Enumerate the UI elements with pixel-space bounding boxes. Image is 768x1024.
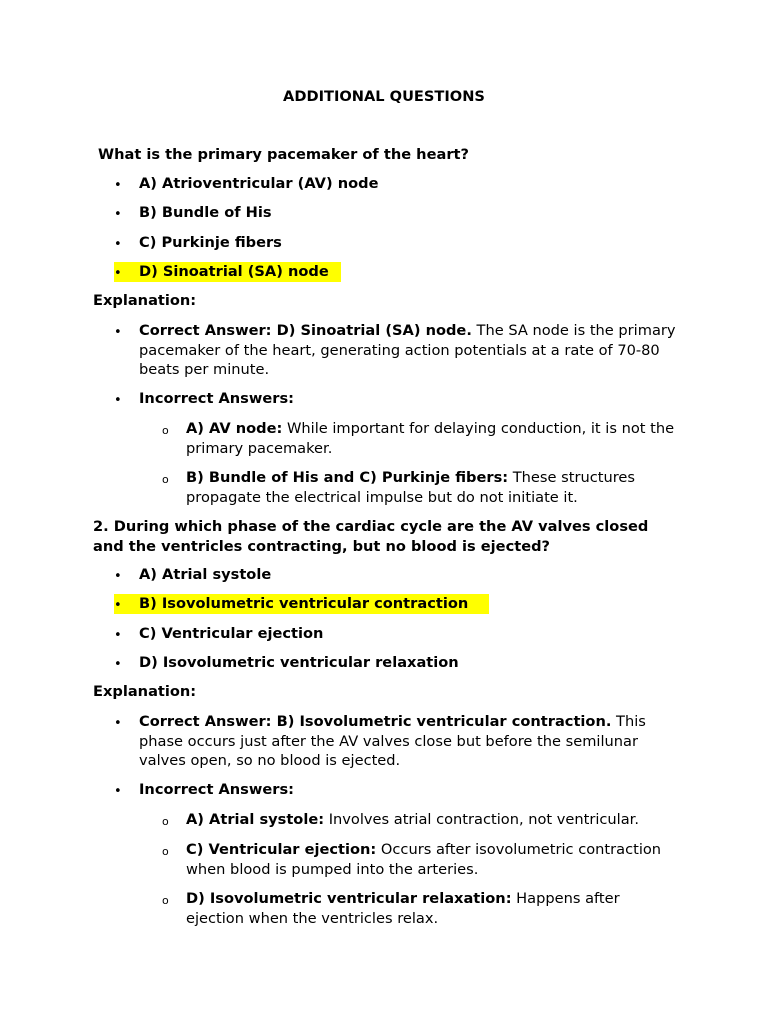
incorrect-label: A) Atrial systole:: [186, 811, 325, 828]
q1-incorrect-bc: [186, 468, 686, 507]
q1-option-d: D) Sinoatrial (SA) node: [139, 263, 329, 280]
sub-bullet: o: [162, 473, 169, 486]
bullet: •: [114, 628, 122, 643]
bullet: •: [114, 207, 122, 222]
incorrect-text: These structures propagate the electrical impulse but do not initiate it.: [186, 469, 635, 506]
bullet: •: [114, 393, 122, 408]
sub-bullet: o: [162, 894, 169, 907]
incorrect-text: While important for delaying conduction, it is not the primary pacemaker.: [186, 420, 675, 457]
sub-bullet: o: [162, 815, 169, 828]
q2-correct-text: This phase occurs just after the AV valves close but before the semilunar valves open, so no blood is ejected.: [139, 713, 646, 769]
incorrect-label: C) Ventricular ejection:: [186, 841, 377, 858]
incorrect-label: D) Isovolumetric ventricular relaxation:: [186, 890, 512, 907]
q1-correct-text: The SA node is the primary pacemaker of the heart, generating action potentials at a rate of 70-80 beats per minute.: [139, 322, 676, 378]
bullet: •: [114, 784, 122, 799]
bullet: •: [114, 716, 122, 731]
q1-incorrect-a: [186, 419, 686, 458]
bullet: •: [114, 569, 122, 584]
incorrect-text: Happens after ejection when the ventricles relax.: [186, 890, 620, 927]
q2-incorrect-label: Incorrect Answers:: [139, 781, 294, 798]
incorrect-text: Involves atrial contraction, not ventricular.: [328, 811, 639, 828]
q1-option-c: C) Purkinje fibers: [139, 234, 282, 251]
q2-option-c: C) Ventricular ejection: [139, 625, 324, 642]
sub-bullet: o: [162, 424, 169, 437]
incorrect-label: A) AV node:: [186, 420, 283, 437]
q2-incorrect-d: [186, 889, 666, 928]
q2-incorrect-a: [186, 810, 639, 830]
q1-option-b: B) Bundle of His: [139, 204, 272, 221]
q2-option-b: B) Isovolumetric ventricular contraction: [139, 595, 469, 612]
q1-incorrect-label: Incorrect Answers:: [139, 390, 294, 407]
bullet: •: [114, 657, 122, 672]
q1-option-a: A) Atrioventricular (AV) node: [139, 175, 379, 192]
question-2: 2. During which phase of the cardiac cycle are the AV valves closed and the ventricles contracting, but no blood is ejected?: [93, 518, 649, 555]
q2-option-d: D) Isovolumetric ventricular relaxation: [139, 654, 459, 671]
q1-correct-label: Correct Answer: D) Sinoatrial (SA) node.: [139, 322, 472, 339]
bullet: •: [114, 266, 122, 281]
incorrect-text: Occurs after isovolumetric contraction when blood is pumped into the arteries.: [186, 841, 662, 878]
page-title: ADDITIONAL QUESTIONS: [283, 88, 485, 105]
q2-correct-answer: [139, 712, 659, 771]
q1-correct-answer: [139, 321, 684, 380]
bullet: •: [114, 237, 122, 252]
question-1: What is the primary pacemaker of the heart?: [98, 146, 469, 163]
bullet: •: [114, 325, 122, 340]
incorrect-label: B) Bundle of His and C) Purkinje fibers:: [186, 469, 509, 486]
q2-correct-label: Correct Answer: B) Isovolumetric ventricular contraction.: [139, 713, 612, 730]
bullet: •: [114, 598, 122, 613]
q2-option-a: A) Atrial systole: [139, 566, 272, 583]
sub-bullet: o: [162, 845, 169, 858]
q2-incorrect-c: [186, 840, 666, 879]
q1-explanation-label: Explanation:: [93, 292, 197, 309]
q2-explanation-label: Explanation:: [93, 683, 197, 700]
bullet: •: [114, 178, 122, 193]
